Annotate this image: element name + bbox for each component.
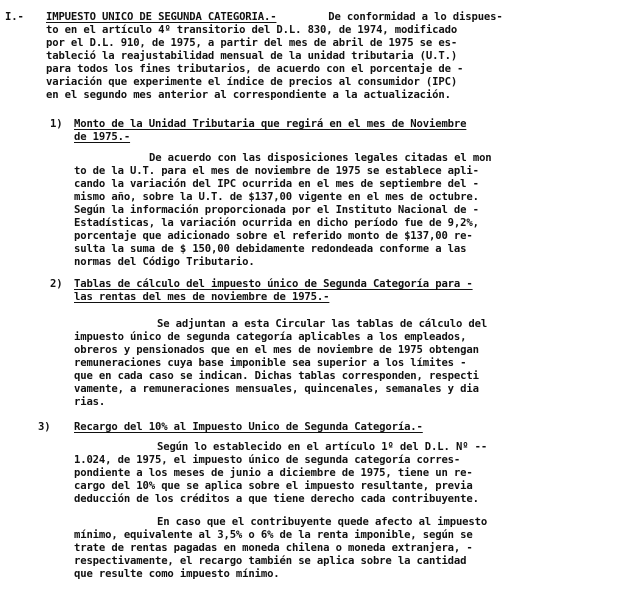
section-number: I.-	[5, 11, 24, 23]
paragraph-line: impuesto único de segunda categoría aplicables a los empleados,	[74, 331, 467, 343]
paragraph-line: mismo año, sobre la U.T. de $137,00 vigente en el mes de octubre.	[74, 191, 479, 203]
intro-line: De conformidad a lo dispues-	[322, 11, 503, 23]
paragraph-line: que en cada caso se indican. Dichas tablas corresponden, respecti	[74, 370, 479, 382]
paragraph-line: deducción de los créditos a que tiene derecho cada contribuyente.	[74, 493, 479, 505]
paragraph-line: vamente, a remuneraciones mensuales, quincenales, semanales y dia	[74, 383, 479, 395]
paragraph-line: to de la U.T. para el mes de noviembre de 1975 se establece apli-	[74, 165, 479, 177]
paragraph-line: normas del Código Tributario.	[74, 256, 255, 268]
paragraph-line: rias.	[74, 396, 106, 408]
intro-line: para todos los fines tributarios, de acuerdo con el porcentaje de -	[46, 63, 464, 75]
intro-line: por el D.L. 910, de 1975, a partir del mes de abril de 1975 se es-	[46, 37, 458, 49]
paragraph-line: sulta la suma de $ 150,00 debidamente redondeada conforme a las	[74, 243, 467, 255]
paragraph-line: pondiente a los meses de junio a diciembre de 1975, tiene un re-	[74, 467, 473, 479]
paragraph-line: cando la variación del IPC ocurrida en el mes de septiembre del -	[74, 178, 479, 190]
paragraph-line: respectivamente, el recargo también se aplica sobre la cantidad	[74, 555, 467, 567]
paragraph-line: De acuerdo con las disposiciones legales citadas el mon	[149, 152, 492, 164]
paragraph-line: que resulte como impuesto mínimo.	[74, 568, 280, 580]
paragraph-line: remuneraciones cuya base imponible sea superior a los límites -	[74, 357, 467, 369]
paragraph-line: 1.024, de 1975, el impuesto único de segunda categoría corres-	[74, 454, 461, 466]
paragraph-line: cargo del 10% que se aplica sobre el impuesto resultante, previa	[74, 480, 473, 492]
paragraph-line: Estadísticas, la variación ocurrida en dicho período fue de 9,2%,	[74, 217, 479, 229]
intro-line: tableció la reajustabilidad mensual de la unidad tributaria (U.T.)	[46, 50, 458, 62]
intro-line: to en el artículo 4º transitorio del D.L. 830, de 1974, modificado	[46, 24, 458, 36]
item-heading: Recargo del 10% al Impuesto Unico de Segunda Categoría.-	[74, 421, 423, 433]
paragraph-line: obreros y pensionados que en el mes de noviembre de 1975 obtengan	[74, 344, 479, 356]
paragraph-line: Según la información proporcionada por el Instituto Nacional de -	[74, 204, 479, 216]
item-number: 3)	[38, 421, 51, 433]
paragraph-line: mínimo, equivalente al 3,5% o 6% de la renta imponible, según se	[74, 529, 473, 541]
paragraph-line: Se adjuntan a esta Circular las tablas de cálculo del	[157, 318, 488, 330]
item-number: 2)	[50, 278, 63, 290]
item-heading: Monto de la Unidad Tributaria que regirá en el mes de Noviembre	[74, 118, 467, 130]
section-title: IMPUESTO UNICO DE SEGUNDA CATEGORIA.-	[46, 11, 277, 23]
item-number: 1)	[50, 118, 63, 130]
paragraph-line: porcentaje que adicionado sobre el referido monto de $137,00 re-	[74, 230, 473, 242]
paragraph-line: Según lo establecido en el artículo 1º del D.L. Nº --	[157, 441, 488, 453]
item-heading: Tablas de cálculo del impuesto único de Segunda Categoría para -	[74, 278, 473, 290]
intro-line: variación que experimente el índice de precios al consumidor (IPC)	[46, 76, 458, 88]
intro-line: en el segundo mes anterior al correspondiente a la actualización.	[46, 89, 451, 101]
item-heading: las rentas del mes de noviembre de 1975.-	[74, 291, 330, 303]
paragraph-line: En caso que el contribuyente quede afecto al impuesto	[157, 516, 488, 528]
paragraph-line: trate de rentas pagadas en moneda chilena o moneda extranjera, -	[74, 542, 473, 554]
item-heading: de 1975.-	[74, 131, 131, 143]
